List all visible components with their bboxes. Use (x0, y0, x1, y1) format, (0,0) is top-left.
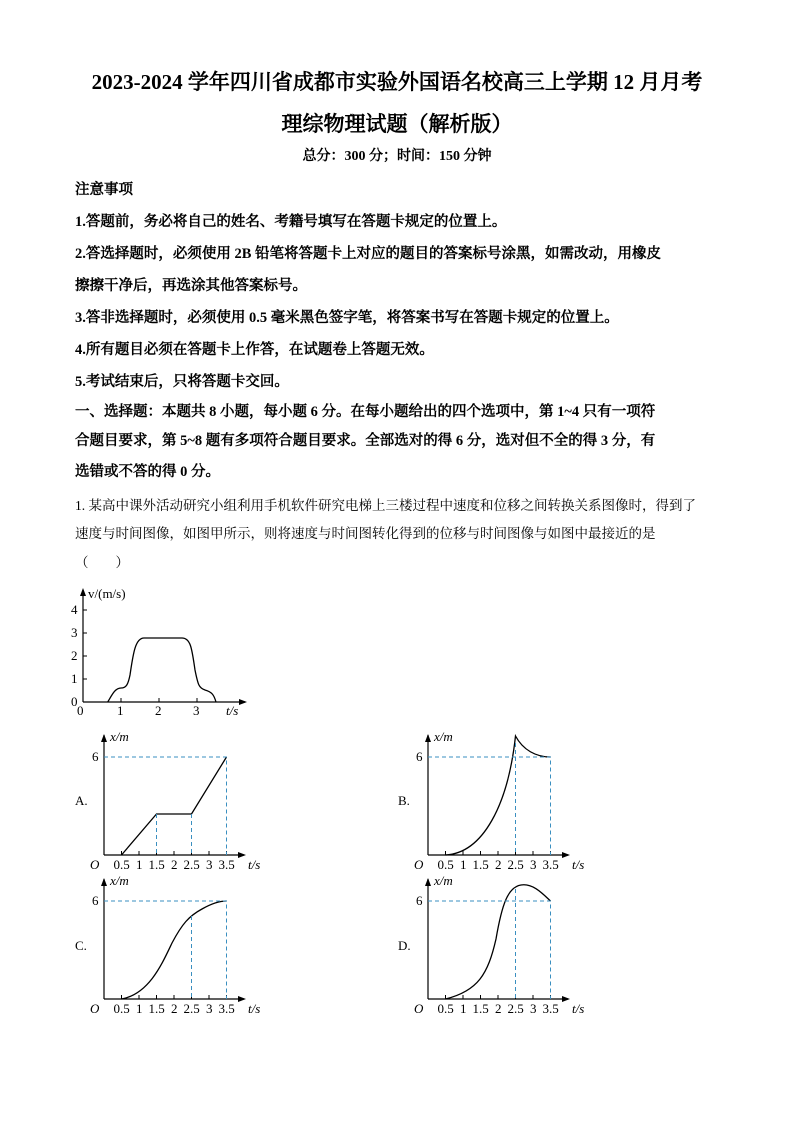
x-tick-label: 1.5 (472, 857, 489, 872)
y-tick-label: 6 (92, 893, 99, 908)
y-axis-arrow-icon (425, 878, 431, 886)
option-a-label[interactable]: A. (75, 793, 88, 808)
x-axis-label: t/s (248, 857, 261, 872)
x-tick-label: 3 (530, 857, 537, 872)
x-tick-label: 1 (460, 1001, 467, 1016)
y-axis-arrow-icon (425, 734, 431, 742)
option-d-label[interactable]: D. (398, 938, 411, 953)
position-curve (122, 901, 227, 999)
guide-lines (428, 889, 551, 999)
document-title: 2023-2024 学年四川省成都市实验外国语名校高三上学期 12 月月考 (91, 70, 703, 94)
x-axis-arrow-icon (238, 852, 246, 858)
y-axis-label: x/m (434, 873, 453, 888)
origin-label: O (414, 857, 424, 872)
x-axis-arrow-icon (562, 852, 570, 858)
y-axis-label: x/m (434, 729, 453, 744)
y-axis-label: v/(m/s) (88, 586, 126, 601)
note-item: 5.考试结束后，只将答题卡交回。 (75, 374, 289, 390)
y-tick-label: 6 (416, 749, 423, 764)
y-tick-label: 2 (71, 648, 78, 663)
y-tick-label: 6 (92, 749, 99, 764)
question-stem: 1. 某高中课外活动研究小组利用手机软件研究电梯上三楼过程中速度和位移之间转换关系图像时，得到了 (75, 498, 696, 513)
note-item: 2.答选择题时，必须使用 2B 铅笔将答题卡上对应的题目的答案标号涂黑，如需改动，用橡皮 (75, 246, 662, 262)
option-b-label[interactable]: B. (398, 793, 410, 808)
y-axis-arrow-icon (101, 878, 107, 886)
position-curve (446, 736, 551, 855)
x-tick-label: 2 (171, 1001, 178, 1016)
y-axis-arrow-icon (80, 588, 86, 596)
guide-lines (428, 743, 551, 855)
x-tick-label: 3 (193, 703, 200, 718)
x-tick-label: 3 (530, 1001, 537, 1016)
question-stem: 速度与时间图像，如图甲所示，则将速度与时间图转化得到的位移与时间图像与如图中最接近的是 (75, 526, 656, 541)
x-tick-label: 3.5 (218, 857, 235, 872)
section-instructions: 合题目要求，第 5~8 题有多项符合题目要求。全部选对的得 6 分，选对但不全的得 3 分，有 (75, 433, 656, 449)
y-axis-arrow-icon (101, 734, 107, 742)
x-tick-label: 1 (460, 857, 467, 872)
x-tick-label: 2.5 (507, 857, 524, 872)
x-tick-label: 0 (77, 703, 84, 718)
option-d-graph[interactable] (408, 869, 583, 1019)
x-tick-label: 0.5 (113, 857, 130, 872)
y-tick-label: 1 (71, 671, 78, 686)
answer-blank: （ ） (75, 555, 129, 570)
origin-label: O (90, 857, 100, 872)
section-instructions: 选错或不答的得 0 分。 (75, 464, 220, 480)
x-tick-label: 1 (117, 703, 124, 718)
option-b-graph[interactable] (408, 725, 583, 875)
position-curve (446, 885, 551, 999)
origin-label: O (90, 1001, 100, 1016)
position-curve (122, 757, 227, 855)
option-c-label[interactable]: C. (75, 938, 87, 953)
y-tick-label: 6 (416, 893, 423, 908)
notes-heading: 注意事项 (75, 182, 133, 198)
x-axis-arrow-icon (239, 699, 247, 705)
y-axis-label: x/m (110, 873, 129, 888)
x-tick-label: 2.5 (183, 857, 200, 872)
x-tick-label: 3.5 (542, 1001, 559, 1016)
x-axis-label: t/s (248, 1001, 261, 1016)
x-tick-label: 2 (155, 703, 162, 718)
x-axis-label: t/s (572, 1001, 585, 1016)
x-tick-label: 3 (206, 857, 213, 872)
guide-lines (104, 901, 227, 999)
exam-info: 总分：300 分；时间：150 分钟 (302, 149, 492, 164)
x-tick-label: 0.5 (113, 1001, 130, 1016)
section-instructions: 一、选择题：本题共 8 小题，每小题 6 分。在每小题给出的四个选项中，第 1~4 只有一项符 (75, 404, 656, 420)
x-tick-label: 1.5 (472, 1001, 489, 1016)
x-tick-label: 3 (206, 1001, 213, 1016)
document-subtitle: 理综物理试题（解析版） (281, 112, 513, 136)
x-tick-label: 1.5 (148, 1001, 165, 1016)
y-tick-label: 0 (71, 694, 78, 709)
option-a-graph[interactable] (84, 725, 259, 875)
option-c-graph[interactable] (84, 869, 259, 1019)
y-tick-label: 4 (71, 602, 78, 617)
x-tick-label: 1 (136, 857, 143, 872)
x-tick-label: 2.5 (507, 1001, 524, 1016)
x-axis-arrow-icon (238, 996, 246, 1002)
x-tick-label: 2 (495, 1001, 502, 1016)
note-item: 1.答题前，务必将自己的姓名、考籍号填写在答题卡规定的位置上。 (75, 214, 507, 230)
x-tick-label: 2 (171, 857, 178, 872)
x-tick-label: 2.5 (183, 1001, 200, 1016)
x-axis-arrow-icon (562, 996, 570, 1002)
x-tick-label: 1 (136, 1001, 143, 1016)
x-tick-label: 3.5 (542, 857, 559, 872)
note-item: 擦擦干净后，再选涂其他答案标号。 (75, 278, 307, 294)
velocity-curve (108, 638, 216, 702)
x-tick-label: 3.5 (218, 1001, 235, 1016)
x-tick-label: 2 (495, 857, 502, 872)
x-axis-label: t/s (572, 857, 585, 872)
x-tick-label: 0.5 (437, 857, 454, 872)
note-item: 4.所有题目必须在答题卡上作答，在试题卷上答题无效。 (75, 342, 434, 358)
y-tick-label: 3 (71, 625, 78, 640)
y-axis-label: x/m (110, 729, 129, 744)
velocity-time-graph (60, 585, 260, 718)
x-axis-label: t/s (226, 703, 239, 718)
x-tick-label: 0.5 (437, 1001, 454, 1016)
guide-lines (104, 757, 227, 855)
x-tick-label: 1.5 (148, 857, 165, 872)
note-item: 3.答非选择题时，必须使用 0.5 毫米黑色签字笔，将答案书写在答题卡规定的位置上。 (75, 310, 619, 326)
origin-label: O (414, 1001, 424, 1016)
